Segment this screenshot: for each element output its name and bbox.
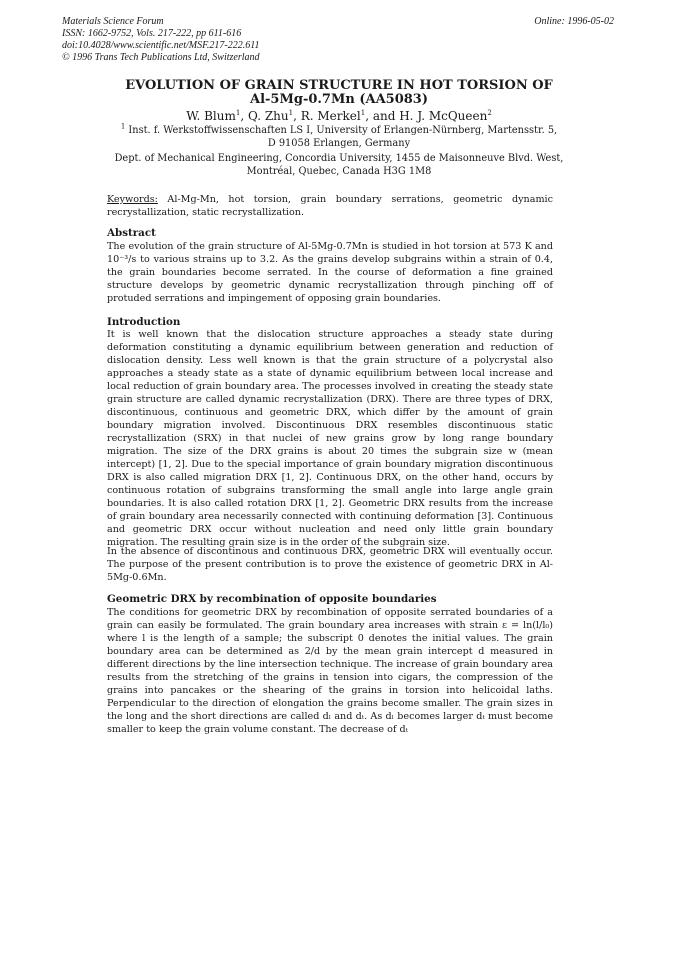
journal-name: Materials Science Forum — [62, 16, 164, 27]
affiliation-2 — [100, 152, 578, 178]
copyright-line: © 1996 Trans Tech Publications Ltd, Switzerland — [62, 52, 260, 63]
keywords-label: Keywords: — [107, 194, 158, 205]
author-sep: , — [293, 109, 301, 123]
author-name: R. Merkel — [300, 109, 361, 123]
geometric-drx-text: The conditions for geometric DRX by recombination of opposite serrated boundaries of a grain can easily be formulated. The grain boundary area increases with strain ε = ln(l/l₀) where l is the length of a sample; the subscript 0 denotes the initial values. The grain boundary area can be determined as 2/d by the mean grain intercept d measured in different directions by the line intersection technique. The increase of grain boundary area results from the stretching of the grains in tension into cigars, the compression of the grains into pancakes or the shearing of the grains in torsion into helicoidal laths. Perpendicular to the direction of elongation the grains become smaller. The grain sizes in the long and the short directions are called dₗ and dₜ. As dₗ becomes larger dₜ must become smaller to keep the grain volume constant. The decrease of dₜ — [107, 607, 553, 735]
journal-header — [62, 16, 614, 64]
abstract-text: The evolution of the grain structure of Al-5Mg-0.7Mn is studied in hot torsion at 573 K and 10⁻³/s to various strains up to 3.2. As the grains develop subgrains within a strain of 0.4, the grain boundaries become serrated. In the course of deformation a fine grained structure develops by geometric dynamic recrystallization through pinching off of protuded serrations and impingement of opposing grain boundaries. — [107, 241, 553, 304]
keywords — [107, 193, 553, 219]
issn-line: ISSN: 1662-9752, Vols. 217-222, pp 611-616 — [62, 28, 242, 39]
author-name: Q. Zhu — [247, 109, 289, 123]
affiliation-1 — [100, 124, 578, 150]
online-date: Online: 1996-05-02 — [534, 16, 614, 27]
affiliation-1-line-1: Inst. f. Werkstoffwissenschaften LS I, University of Erlangen-Nürnberg, Martensstr. 5, — [128, 125, 558, 136]
author-sep: , — [240, 109, 248, 123]
author-name: W. Blum — [186, 109, 236, 123]
author-sep: , and — [365, 109, 400, 123]
introduction-heading: Introduction — [107, 316, 181, 328]
title-line-1: EVOLUTION OF GRAIN STRUCTURE IN HOT TORSION OF — [125, 78, 553, 93]
author-sup: 1 — [288, 109, 294, 117]
abstract-heading: Abstract — [107, 227, 156, 239]
affiliation-2-line-2: Montréal, Quebec, Canada H3G 1M8 — [246, 166, 432, 177]
affiliation-sup: 1 — [120, 122, 126, 131]
author-sup: 2 — [487, 109, 492, 117]
title-line-2: Al-5Mg-0.7Mn (AA5083) — [250, 92, 428, 107]
paper-title — [100, 79, 578, 107]
introduction-paragraph-2: In the absence of discontinous and continuous DRX, geometric DRX will eventually occur. The purpose of the present contribution is to prove the existence of geometric DRX in Al-5Mg-0.6Mn. — [107, 546, 553, 583]
introduction-paragraph-1: It is well known that the dislocation structure approaches a steady state during deformation constituting a dynamic equilibrium between generation and reduction of dislocation density. Less well known is that the grain structure of a polycrystal also approaches a steady state as a state of dynamic equilibrium between local increase and local reduction of grain boundary area. The processes involved in creating the steady state grain structure are called dynamic recrystallization (DRX). There are three types of DRX, discontinuous, continuous and geometric DRX, which differ by the amount of grain boundary migration involved. Discontinuous DRX resembles discontinuous static recrystallization (SRX) in that nuclei of new grains grow by long range boundary migration. The size of the DRX grains is about 20 times the subgrain size w (mean intercept) [1, 2]. Due to the special importance of grain boundary migration discontinuous DRX is also called migration DRX [1, 2]. Continuous DRX, on the other hand, occurs by continuous rotation of subgrains transforming the small angle into large angle grain boundaries. It is also called rotation DRX [1, 2]. Geometric DRX results from the increase of grain boundary area necessarily connected with continuing deformation [3]. Continuous and geometric DRX occur without nucleation and need only little grain boundary migration. The resulting grain size is in the order of the subgrain size. — [107, 329, 553, 548]
author-sup: 1 — [235, 109, 241, 117]
author-list — [100, 109, 578, 123]
doi-line[interactable]: doi:10.4028/www.scientific.net/MSF.217-222.611 — [62, 40, 260, 51]
author-name: H. J. McQueen — [399, 109, 488, 123]
affiliation-2-line-1: Dept. of Mechanical Engineering, Concordia University, 1455 de Maisonneuve Blvd. West, — [114, 153, 564, 164]
keywords-text: Al-Mg-Mn, hot torsion, grain boundary serrations, geometric dynamic recrystallization, static recrystallization. — [107, 194, 553, 218]
author-sup: 1 — [360, 109, 366, 117]
geometric-drx-heading: Geometric DRX by recombination of opposite boundaries — [107, 593, 437, 605]
affiliation-1-line-2: D 91058 Erlangen, Germany — [267, 138, 411, 149]
